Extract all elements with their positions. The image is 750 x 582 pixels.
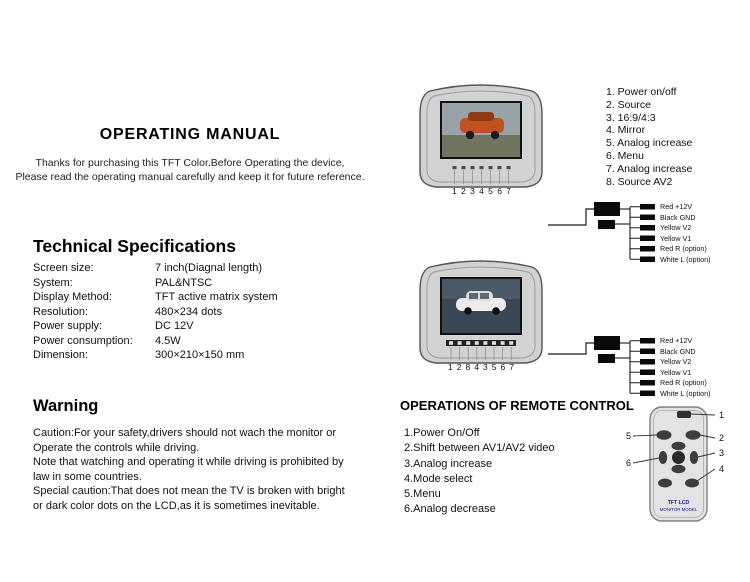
headrest-monitor-2-illustration [416, 258, 546, 374]
wire-label: Red +12V [660, 336, 693, 345]
spec-label: Resolution: [33, 305, 89, 318]
wire-label: Red R (option) [660, 378, 707, 387]
spec-row [33, 261, 278, 276]
spec-row [33, 290, 278, 305]
wire-connector [598, 354, 615, 363]
car-wheel [464, 307, 472, 315]
car-roof [468, 112, 494, 121]
power-button [677, 411, 691, 418]
wire-label: Yellow V1 [660, 367, 692, 377]
wire-label: White L (option) [660, 388, 711, 398]
remote-brand-line1: TFT LCD [667, 500, 690, 506]
technical-specifications-title: Technical Specifications [33, 236, 236, 256]
wire-label: White L (option) [660, 254, 711, 264]
callout-item: 1. Power on/off [606, 86, 677, 98]
remote-operations-title: OPERATIONS OF REMOTE CONTROL [400, 398, 634, 413]
operating-manual-section [15, 126, 365, 144]
spec-value: 300×210×150 mm [155, 349, 245, 361]
spec-row [33, 334, 278, 349]
spec-label: Power supply: [33, 320, 103, 332]
callout-item: 4. Mirror [606, 124, 646, 137]
remote-button [686, 430, 701, 440]
callout-item: 5. Analog increase [606, 137, 693, 150]
wire-connector [594, 202, 620, 216]
remote-callout-number: 6 [626, 458, 632, 468]
warning-line: Note that watching and operating it while driving is prohibited by [33, 456, 344, 469]
car-window [480, 293, 489, 299]
car-window [469, 293, 478, 299]
callout-item: 2. Source [606, 98, 651, 111]
headrest-monitor-2 [416, 258, 546, 379]
spec-value: 4.5W [155, 334, 181, 347]
remote-callout-number: 4 [719, 464, 725, 474]
spec-row [33, 348, 278, 363]
remote-op-item: 1.Power On/Off [404, 427, 480, 439]
wire-label: Red R (option) [660, 244, 707, 253]
operating-manual-intro [5, 157, 375, 184]
remote-op-item: 5.Menu [404, 488, 441, 501]
wire-label: Yellow V2 [660, 357, 692, 366]
warning-line: or dark color dots on the LCD,as it is sometimes inevitable. [33, 499, 320, 512]
remote-button [657, 430, 672, 440]
remote-callout-number: 1 [719, 410, 725, 420]
car-wheel [491, 131, 499, 139]
wire-label: Black GND [660, 212, 696, 222]
callout-item: 7. Analog increase [606, 162, 693, 175]
warning-line: Caution:For your safety,drivers should not wach the monitor or [33, 427, 337, 439]
warning-title: Warning [33, 397, 99, 415]
spec-label: Display Method: [33, 291, 112, 303]
remote-op-item: 6.Analog decrease [404, 503, 496, 516]
remote-op-item: 3.Analog increase [404, 457, 493, 470]
wire-connector [598, 220, 615, 229]
spec-value: 7 inch(Diagnal length) [155, 262, 263, 274]
car-wheel [492, 307, 500, 315]
remote-button [672, 442, 686, 450]
remote-center-button [672, 451, 685, 464]
wiring-diagram [548, 200, 748, 280]
spec-label: Screen size: [33, 262, 94, 274]
callout-item: 3. 16:9/4:3 [606, 111, 656, 124]
warning-body [33, 426, 353, 514]
remote-button [690, 451, 698, 464]
remote-op-item: 2.Shift between AV1/AV2 video [404, 442, 555, 455]
spec-row [33, 319, 278, 334]
remote-callout-number: 5 [626, 431, 632, 441]
remote-button [672, 465, 686, 473]
callout-item: 6. Menu [606, 149, 644, 162]
warning-line: Operate the controls while driving. [33, 441, 200, 454]
warning-section [33, 397, 98, 416]
spec-value: TFT active matrix system [155, 291, 278, 303]
headrest-monitor-1 [416, 82, 546, 203]
wiring-harness-top [548, 200, 748, 280]
remote-button [658, 479, 672, 488]
remote-callout-number: 2 [719, 433, 725, 443]
callout-item: 8. Source AV2 [606, 175, 673, 188]
monitor2-button-numbers: 1 2 8 4 3 5 6 7 [448, 362, 514, 372]
wire-label: Red +12V [660, 202, 693, 211]
operating-manual-title: OPERATING MANUAL [99, 126, 281, 143]
remote-operations-list [404, 426, 555, 518]
technical-specifications-section [33, 236, 236, 257]
remote-button [659, 451, 667, 464]
wire-label: Yellow V1 [660, 233, 692, 243]
wire-label: Black GND [660, 346, 696, 356]
remote-control-diagram [618, 402, 750, 534]
spec-label: System: [33, 276, 73, 289]
spec-row [33, 276, 278, 291]
headrest-monitor-1-illustration [416, 82, 546, 198]
intro-line-1: Thanks for purchasing this TFT Color.Before Operating the device, [35, 157, 345, 169]
spec-row [33, 305, 278, 320]
spec-value: DC 12V [155, 320, 194, 332]
remote-callout-number: 3 [719, 448, 725, 458]
monitor1-button-numbers: 1 2 3 4 5 6 7 [452, 186, 511, 196]
spec-value: PAL&NTSC [155, 276, 213, 289]
warning-line: law in some countries. [33, 470, 142, 483]
remote-control-illustration [618, 402, 750, 534]
screen-ground [442, 135, 520, 157]
wire-label: Yellow V2 [660, 223, 692, 232]
remote-button [685, 479, 699, 488]
wire-terminals [640, 204, 655, 262]
spec-label: Dimension: [33, 349, 89, 361]
bezel-button-strip [446, 340, 516, 346]
warning-line: Special caution:That does not mean the TV is broken with bright [33, 485, 345, 498]
spec-label: Power consumption: [33, 334, 133, 347]
monitor-callout-list [606, 86, 692, 188]
intro-line-2: Please read the operating manual carefully and keep it for future reference. [15, 170, 365, 183]
remote-op-item: 4.Mode select [404, 472, 473, 485]
spec-value: 480×234 dots [155, 305, 222, 318]
wire-terminals [640, 338, 655, 396]
wire-connector [594, 336, 620, 350]
specifications-table [33, 261, 278, 363]
car-wheel [466, 131, 474, 139]
remote-brand-line2: MONITOR MODEL [659, 507, 698, 512]
